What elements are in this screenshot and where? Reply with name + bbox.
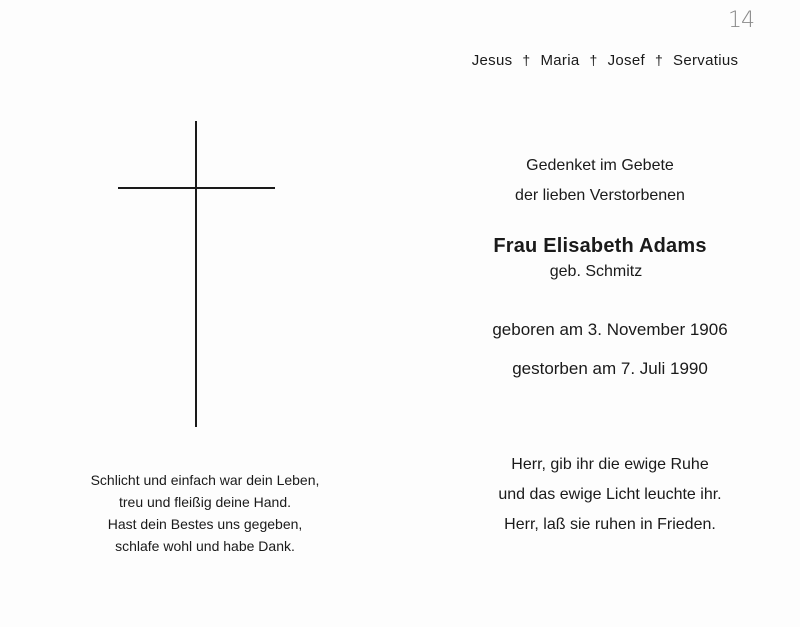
cross-horizontal-bar — [118, 187, 275, 189]
poem-line: Schlicht und einfach war dein Leben, — [90, 472, 320, 488]
poem-line: treu und fleißig deine Hand. — [119, 494, 291, 510]
handwritten-page-number: 14 — [728, 8, 754, 33]
invocation-name: Maria — [540, 52, 580, 69]
prayer-line: Herr, laß sie ruhen in Frieden. — [504, 516, 716, 533]
invocation-name: Jesus — [471, 52, 513, 69]
death-date: gestorben am 7. Juli 1990 — [512, 359, 708, 378]
remembrance-line-1: Gedenket im Gebete — [526, 157, 674, 174]
deceased-name: Frau Elisabeth Adams — [493, 235, 707, 257]
invocation-name: Josef — [607, 52, 645, 69]
cross-separator-icon: † — [522, 52, 531, 68]
cross-separator-icon: † — [654, 52, 664, 68]
poem-line: Hast dein Bestes uns gegeben, — [107, 516, 303, 532]
invocation-name: Servatius — [673, 52, 739, 69]
birth-date: geboren am 3. November 1906 — [492, 320, 728, 339]
prayer-line: Herr, gib ihr die ewige Ruhe — [511, 456, 709, 473]
maiden-name: geb. Schmitz — [549, 263, 643, 280]
remembrance-line-2: der lieben Verstorbenen — [515, 187, 685, 204]
prayer-line: und das ewige Licht leuchte ihr. — [498, 486, 722, 503]
poem-line: schlafe wohl und habe Dank. — [115, 538, 295, 554]
invocation-line — [440, 52, 770, 69]
cross-separator-icon: † — [589, 52, 598, 68]
cross-vertical-bar — [195, 121, 197, 427]
